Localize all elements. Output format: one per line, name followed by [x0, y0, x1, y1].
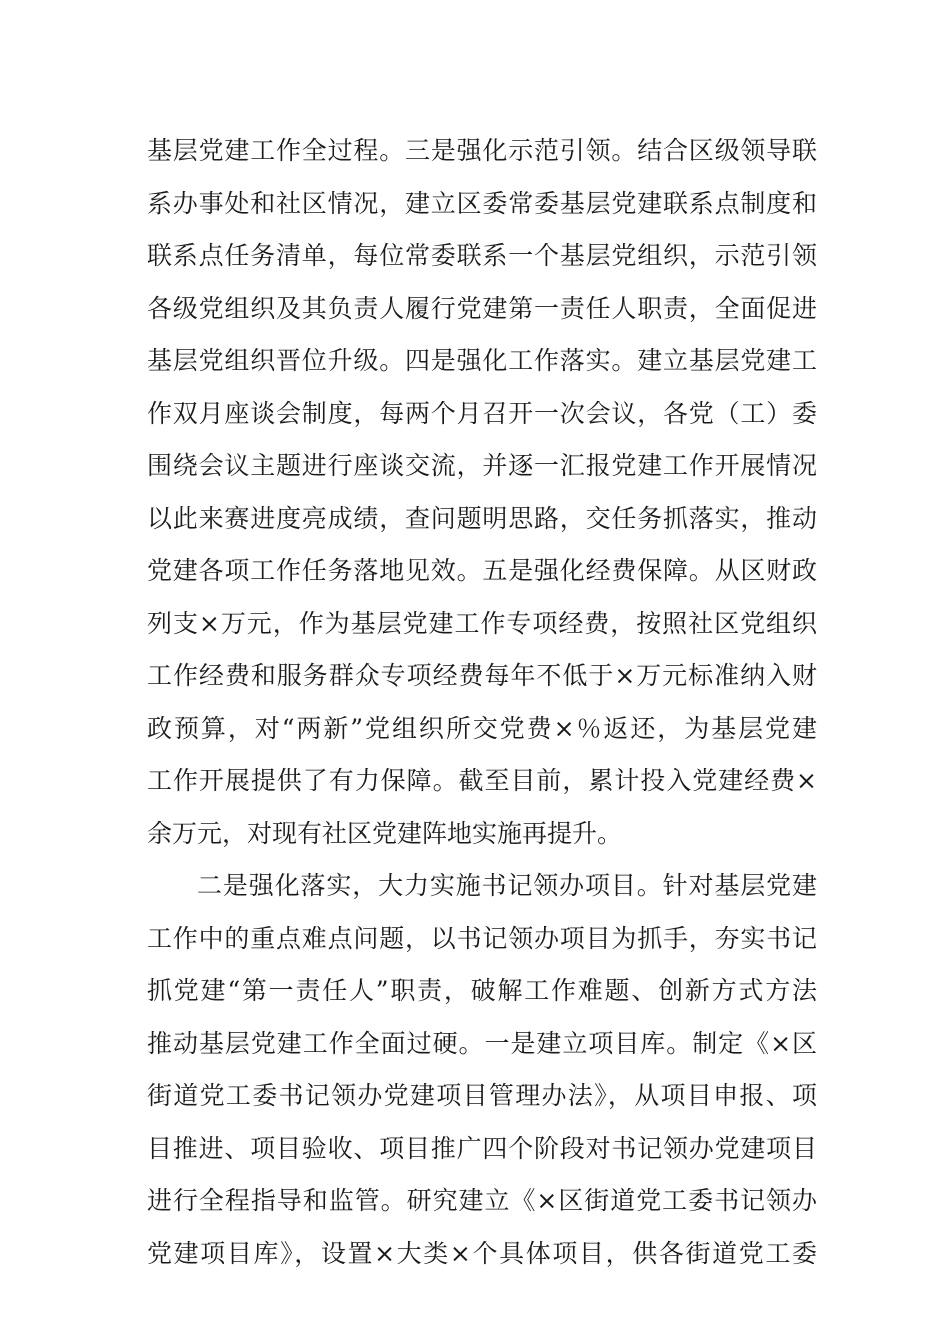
- paragraph-1: [147, 125, 817, 860]
- text-line: 围绕会议主题进行座谈交流，并逐一汇报党建工作开展情况: [147, 451, 817, 480]
- text-line: 目推进、项目验收、项目推广四个阶段对书记领办党建项目: [147, 1133, 817, 1163]
- document-body: [147, 125, 817, 1280]
- text-line: 政预算，对“两新”党组织所交党费×％返还，为基层党建: [147, 713, 817, 743]
- text-line: 进行全程指导和监管。研究建立《×区街道党工委书记领办: [147, 1186, 817, 1215]
- text-line: 推动基层党建工作全面过硬。一是建立项目库。制定《×区: [147, 1028, 817, 1058]
- text-line: 基层党建工作全过程。三是强化示范引领。结合区级领导联: [147, 136, 817, 165]
- text-line: 作双月座谈会制度，每两个月召开一次会议，各党（工）委: [147, 398, 817, 428]
- text-line: 抓党建“第一责任人”职责，破解工作难题、创新方式方法: [147, 976, 817, 1005]
- text-line: 余万元，对现有社区党建阵地实施再提升。: [147, 818, 623, 848]
- text-line: 列支×万元，作为基层党建工作专项经费，按照社区党组织: [147, 608, 817, 638]
- text-line: 党建项目库》，设置×大类×个具体项目，供各街道党工委: [147, 1238, 817, 1268]
- paragraph-2: [147, 860, 817, 1280]
- text-line: 各级党组织及其负责人履行党建第一责任人职责，全面促进: [147, 293, 817, 323]
- text-line: 工作中的重点难点问题，以书记领办项目为抓手，夯实书记: [147, 923, 817, 953]
- text-line: 党建各项工作任务落地见效。五是强化经费保障。从区财政: [147, 556, 817, 585]
- text-line: 联系点任务清单，每位常委联系一个基层党组织，示范引领: [147, 241, 817, 270]
- text-line: 以此来赛进度亮成绩，查问题明思路，交任务抓落实，推动: [147, 503, 817, 533]
- text-line: 工作经费和服务群众专项经费每年不低于×万元标准纳入财: [147, 661, 817, 690]
- text-line: 二是强化落实，大力实施书记领办项目。针对基层党建: [197, 871, 817, 900]
- text-line: 基层党组织晋位升级。四是强化工作落实。建立基层党建工: [147, 346, 817, 375]
- text-line: 系办事处和社区情况，建立区委常委基层党建联系点制度和: [147, 188, 817, 218]
- text-line: 街道党工委书记领办党建项目管理办法》，从项目申报、项: [147, 1081, 817, 1110]
- text-line: 工作开展提供了有力保障。截至目前，累计投入党建经费×: [147, 766, 817, 795]
